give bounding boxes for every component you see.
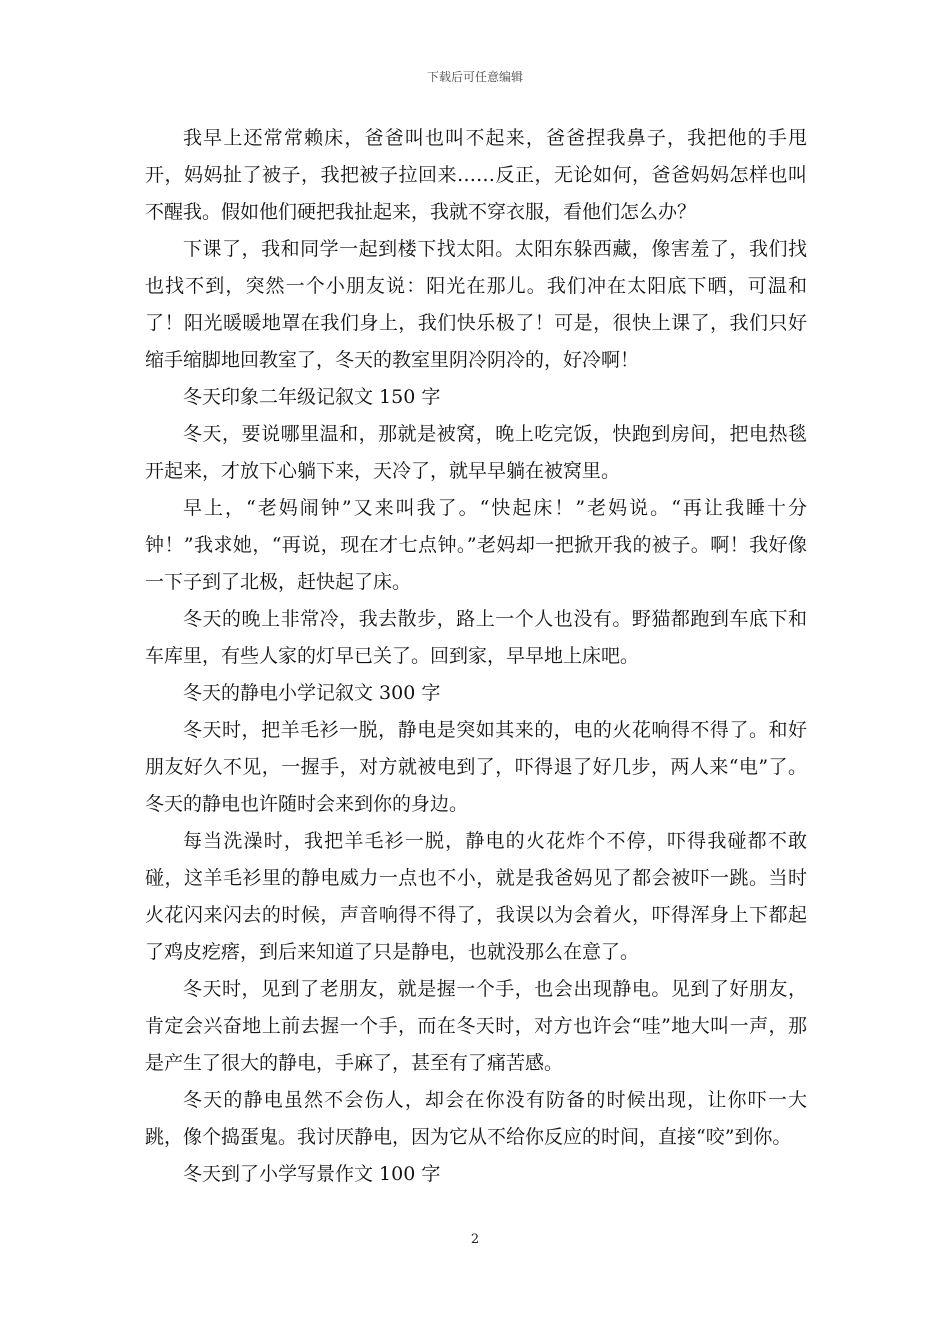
paragraph: 冬天时，把羊毛衫一脱，静电是突如其来的，电的火花响得不得了。和好朋友好久不见，一握手，对方就被电到了，吓得退了好几步，两人来“电”了。冬天的静电也许随时会来到你的身边。 (145, 719, 807, 815)
page-header: 下载后可任意编辑 (426, 70, 523, 84)
section-title: 冬天的静电小学记叙文 300 字 (183, 682, 441, 704)
page-number: 2 (470, 1232, 480, 1247)
paragraph: 下课了，我和同学一起到楼下找太阳。太阳东躲西藏，像害羞了，我们找也找不到，突然一个小朋友说：阳光在那儿。我们冲在太阳底下晒，可温和了！阳光暖暖地罩在我们身上，我们快乐极了！可是，很快上课了，我们只好缩手缩脚地回教室了，冬天的教室里阴冷阴冷的，好冷啊！ (145, 238, 807, 371)
paragraph: 冬天的晚上非常冷，我去散步，路上一个人也没有。野猫都跑到车底下和车库里，有些人家的灯早已关了。回到家，早早地上床吧。 (145, 608, 807, 667)
paragraph: 我早上还常常赖床，爸爸叫也叫不起来，爸爸捏我鼻子，我把他的手甩开，妈妈扯了被子，我把被子拉回来……反正，无论如何，爸爸妈妈怎样也叫不醒我。假如他们硬把我扯起来，我就不穿衣服，看他们怎么办？ (145, 127, 807, 223)
paragraph: 冬天时，见到了老朋友，就是握一个手，也会出现静电。见到了好朋友，肯定会兴奋地上前去握一个手，而在冬天时，对方也许会“哇”地大叫一声，那是产生了很大的静电，手麻了，甚至有了痛苦感。 (145, 978, 807, 1074)
section-title: 冬天到了小学写景作文 100 字 (183, 1163, 441, 1185)
paragraph: 冬天，要说哪里温和，那就是被窝，晚上吃完饭，快跑到房间，把电热毯开起来，才放下心躺下来，天冷了，就早早躺在被窝里。 (145, 423, 807, 482)
paragraph: 冬天的静电虽然不会伤人，却会在你没有防备的时候出现，让你吓一大跳，像个捣蛋鬼。我讨厌静电，因为它从不给你反应的时间，直接“咬”到你。 (145, 1089, 807, 1148)
section-title: 冬天印象二年级记叙文 150 字 (183, 386, 441, 408)
paragraph: 每当洗澡时，我把羊毛衫一脱，静电的火花炸个不停，吓得我碰都不敢碰，这羊毛衫里的静电威力一点也不小，就是我爸妈见了都会被吓一跳。当时火花闪来闪去的时候，声音响得不得了，我误以为会着火，吓得浑身上下都起了鸡皮疙瘩，到后来知道了只是静电，也就没那么在意了。 (145, 830, 807, 963)
document-body (145, 120, 807, 1193)
paragraph: 早上，“老妈闹钟”又来叫我了。“快起床！”老妈说。“再让我睡十分钟！”我求她，“再说，现在才七点钟。”老妈却一把掀开我的被子。啊！我好像一下子到了北极，赶快起了床。 (145, 497, 807, 593)
